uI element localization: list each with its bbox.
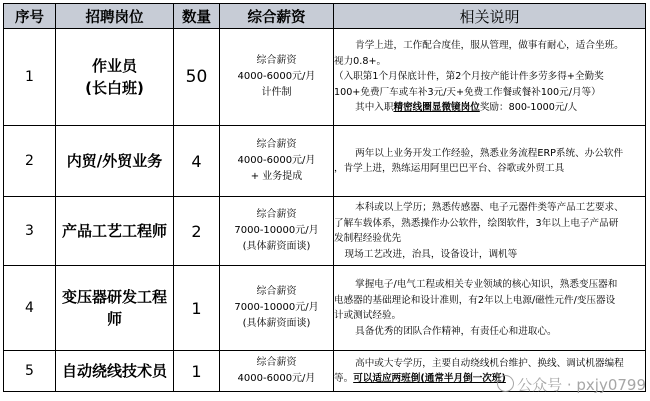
headcount: 1 (174, 266, 220, 351)
salary-range: 4000-6000元/月 (237, 373, 316, 384)
job-title (56, 126, 174, 197)
job-title-line: 自动绕线技术员 (61, 362, 167, 380)
salary-label: 综合薪资 (256, 286, 297, 297)
description-line: 发制程经验优先 (334, 233, 402, 244)
description-line: 视力0.8+。 (334, 55, 387, 67)
salary-note: + 业务提成 (250, 171, 303, 182)
description-line (334, 100, 645, 116)
description-line: 现场工艺改进，治具，设备设计，调机等 (344, 248, 518, 260)
salary-label: 综合薪资 (256, 55, 297, 66)
row-number: 5 (4, 351, 56, 392)
salary-note: (具体薪资面谈) (242, 318, 311, 329)
table-row (4, 266, 646, 351)
description-cell (334, 126, 646, 197)
description-fragment: 奖励：800-1000元/人 (479, 102, 578, 114)
job-title-line: 变压器研发工程师 (61, 288, 167, 328)
salary-cell (220, 351, 334, 392)
salary-range: 7000-10000元/月 (234, 302, 319, 313)
table-row (4, 126, 646, 197)
job-title (56, 266, 174, 351)
headcount: 4 (174, 126, 220, 197)
description-line: 高中或大专学历，主要自动绕线机台维护、换线、调试机器编程 (355, 357, 624, 369)
description-line: 两年以上业务开发工作经验，熟悉业务流程ERP系统、办公软件 (355, 147, 624, 159)
salary-cell (220, 197, 334, 266)
salary-range: 7000-10000元/月 (234, 225, 319, 236)
salary-note: 计件制 (261, 87, 292, 98)
job-title-line: 内贸/外贸业务 (66, 152, 163, 170)
salary-range: 4000-6000元/月 (237, 155, 316, 166)
highlighted-position: 精密线圈显微镜岗位 (393, 102, 480, 114)
job-title (56, 351, 174, 392)
description-line: 电感器的基础理论和设计准则，有2年以上电源/磁性元件/变压器设 (334, 294, 616, 306)
description-line: 具备优秀的团队合作精神，有责任心和进取心。 (355, 325, 557, 337)
salary-range: 4000-6000元/月 (237, 71, 316, 82)
job-title-line: (长白班) (85, 79, 144, 97)
shift-note: 可以适应两班倒(通常半月倒一次班) (353, 373, 506, 384)
header-description: 相关说明 (334, 4, 646, 29)
description-cell (334, 29, 646, 126)
description-line: 了解车载体系，熟悉操作办公软件，绘图软件，3年以上电子产品研 (334, 217, 619, 229)
watermark-text: 公众号 · pxjy0799 (517, 376, 646, 394)
salary-label: 综合薪资 (256, 357, 297, 368)
job-title (56, 29, 174, 126)
salary-label: 综合薪资 (256, 139, 297, 150)
salary-cell (220, 29, 334, 126)
description-cell (334, 197, 646, 266)
salary-label: 综合薪资 (256, 209, 297, 220)
description-line: 肯学上进，工作配合度佳，服从管理，做事有耐心，适合坐班。 (355, 40, 624, 52)
table-row (4, 197, 646, 266)
salary-cell (220, 126, 334, 197)
description-line: 计或测试经验。 (334, 310, 402, 321)
row-number: 1 (4, 29, 56, 126)
description-line: 100+免费厂车或车补3元/天+免费工作餐或餐补100元/月等） (334, 86, 601, 98)
row-number: 4 (4, 266, 56, 351)
salary-cell (220, 266, 334, 351)
headcount: 1 (174, 351, 220, 392)
row-number: 3 (4, 197, 56, 266)
job-title (56, 197, 174, 266)
header-count: 数量 (174, 4, 220, 29)
headcount: 2 (174, 197, 220, 266)
description-line: （入职第1个月保底计件，第2个月按产能计件多劳多得+全勤奖 (334, 71, 604, 83)
description-line: 本科或以上学历；熟悉传感器、电子元器件类等产品工艺要求、 (355, 202, 624, 213)
header-position: 招聘岗位 (56, 4, 174, 29)
row-number: 2 (4, 126, 56, 197)
table-row (4, 29, 646, 126)
description-line: ，肯学上进，熟练运用阿里巴巴平台、谷歌或外贸工具 (334, 163, 565, 174)
recruitment-table (3, 3, 646, 392)
description-cell (334, 266, 646, 351)
headcount: 50 (174, 29, 220, 126)
description-fragment: 其中入职 (355, 102, 394, 114)
watermark (497, 374, 646, 395)
wechat-icon (497, 375, 514, 392)
description-line: 掌握电子/电气工程或相关专业领域的核心知识，熟悉变压器和 (355, 279, 618, 290)
header-salary: 综合薪资 (220, 4, 334, 29)
job-title-line: 产品工艺工程师 (61, 222, 167, 240)
salary-note: (具体薪资面谈) (242, 241, 311, 252)
job-title-line: 作业员 (91, 57, 137, 75)
header-row (4, 4, 646, 29)
description-fragment: 等。 (334, 373, 354, 384)
header-no: 序号 (4, 4, 56, 29)
